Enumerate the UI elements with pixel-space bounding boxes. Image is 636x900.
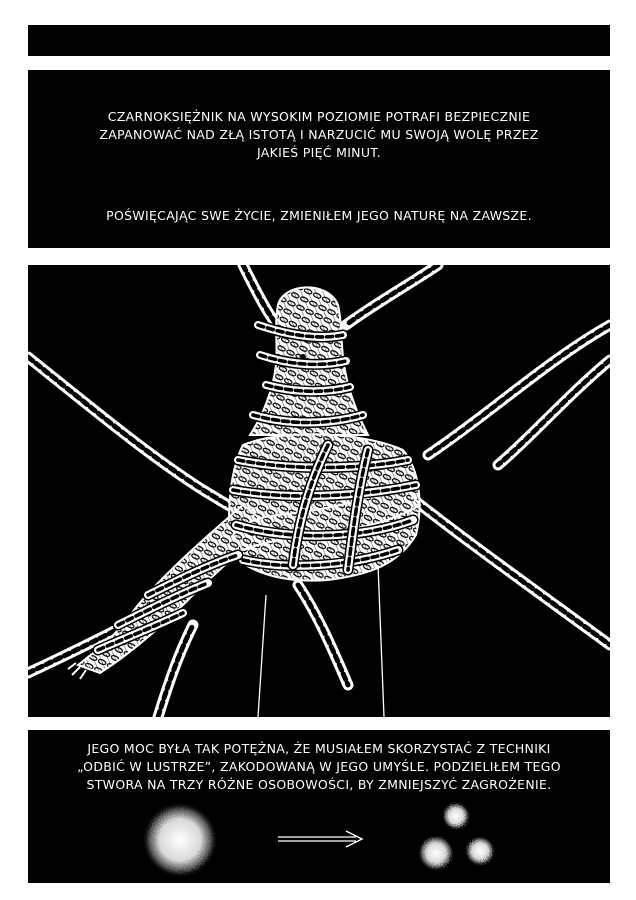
narration-paragraph-1 xyxy=(28,108,610,162)
narration-line: STWORA NA TRZY RÓŻNE OSOBOWOŚCI, BY ZMNIEJSZYĆ ZAGROŻENIE. xyxy=(86,777,552,792)
small-glow-orb-icon xyxy=(442,802,470,830)
narration-line: „ODBIĆ W LUSTRZE”, ZAKODOWANĄ W JEGO UMYŚLE. PODZIELIŁEM TEGO xyxy=(77,759,561,774)
top-black-bar xyxy=(28,25,610,56)
narration-line: ZAPANOWAĆ NAD ZŁĄ ISTOTĄ I NARZUCIĆ MU SWOJĄ WOLĘ PRZEZ xyxy=(99,127,539,142)
narration-panel-bottom xyxy=(28,730,610,883)
small-glow-orb-icon xyxy=(465,836,495,866)
narration-line: CZARNOKSIĘŻNIK NA WYSOKIM POZIOMIE POTRAFI BEZPIECZNIE xyxy=(107,109,531,124)
large-glow-orb-icon xyxy=(142,802,218,878)
small-glow-orb-icon xyxy=(418,835,454,871)
narration-paragraph-3 xyxy=(28,740,610,794)
narration-paragraph-2: POŚWIĘCAJĄC SWE ŻYCIE, ZMIENIŁEM JEGO NATURĘ NA ZAWSZE. xyxy=(106,208,532,223)
narration-panel-top xyxy=(28,70,610,248)
narration-line: JEGO MOC BYŁA TAK POTĘŻNA, ŻE MUSIAŁEM SKORZYSTAĆ Z TECHNIKI xyxy=(87,741,551,756)
chained-figure-illustration xyxy=(28,265,610,717)
split-diagram xyxy=(28,800,610,883)
illustration-panel xyxy=(28,265,610,717)
right-arrow-icon xyxy=(278,831,362,847)
narration-line: JAKIEŚ PIĘĆ MINUT. xyxy=(256,145,382,160)
